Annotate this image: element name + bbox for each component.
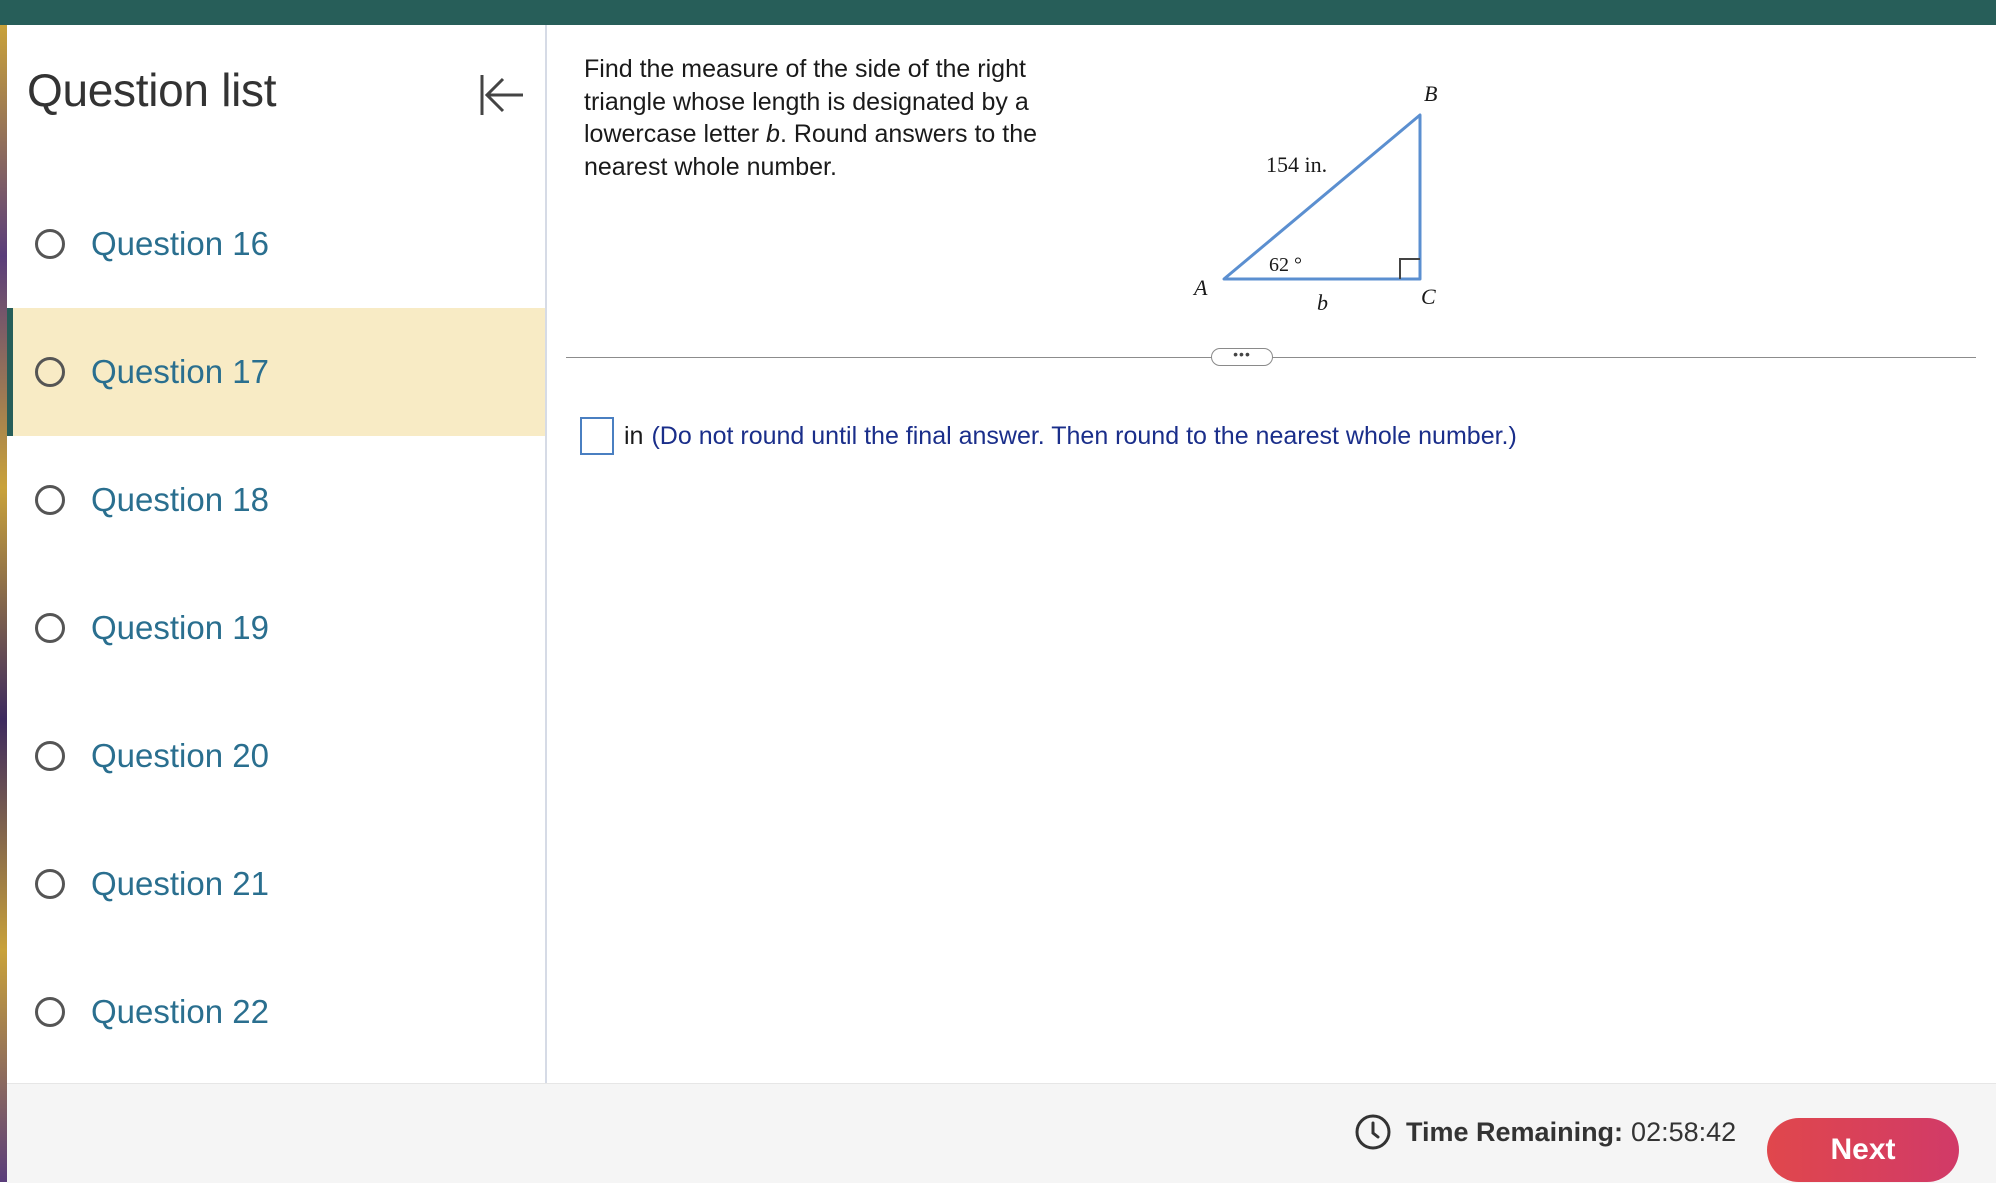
- answer-input[interactable]: [580, 417, 614, 455]
- question-item-label: Question 21: [91, 865, 269, 902]
- hypotenuse-label: 154 in.: [1266, 152, 1328, 177]
- answer-row: [580, 417, 1517, 455]
- prompt-text-before: Find the measure of the side of the right triangle whose length is designated by a lowercase letter: [584, 55, 1029, 148]
- question-panel: [547, 25, 1996, 1083]
- background-edge: [0, 25, 7, 1182]
- question-item-label: Question 17: [91, 353, 269, 390]
- radio-empty-icon: [35, 229, 65, 259]
- question-item-label: Question 19: [91, 609, 269, 646]
- next-button[interactable]: Next: [1767, 1118, 1959, 1182]
- prompt-text-after: . Round answers to the nearest whole number.: [584, 120, 1038, 181]
- triangle-figure: [1174, 50, 1594, 330]
- question-item-label: Question 18: [91, 481, 269, 518]
- radio-empty-icon: [35, 997, 65, 1027]
- question-item-22[interactable]: [7, 948, 545, 1076]
- question-item-16[interactable]: [7, 180, 545, 308]
- radio-empty-icon: [35, 613, 65, 643]
- question-list-sidebar: [7, 25, 547, 1083]
- side-b-label: b: [1317, 290, 1328, 315]
- top-bar: [0, 0, 1996, 25]
- timer-value: 02:58:42: [1631, 1116, 1737, 1147]
- timer-label: Time Remaining:: [1406, 1116, 1624, 1147]
- question-list: [7, 180, 545, 1076]
- collapse-left-icon: [473, 67, 529, 123]
- question-item-20[interactable]: [7, 692, 545, 820]
- question-prompt: [584, 53, 1104, 183]
- collapse-sidebar-button[interactable]: [473, 67, 529, 123]
- question-item-21[interactable]: [7, 820, 545, 948]
- right-angle-marker: [1400, 259, 1420, 279]
- angle-label: 62 °: [1269, 254, 1302, 276]
- prompt-variable: b: [766, 120, 780, 148]
- clock-icon: [1354, 1113, 1392, 1151]
- question-item-17[interactable]: [7, 308, 545, 436]
- more-options-button[interactable]: •••: [1211, 348, 1273, 366]
- radio-empty-icon: [35, 869, 65, 899]
- answer-unit: in: [624, 421, 644, 450]
- radio-empty-icon: [35, 357, 65, 387]
- question-item-label: Question 20: [91, 737, 269, 774]
- time-remaining: [1354, 1113, 1736, 1151]
- radio-empty-icon: [35, 741, 65, 771]
- vertex-b-label: B: [1424, 81, 1438, 106]
- question-item-19[interactable]: [7, 564, 545, 692]
- triangle-shape: [1224, 115, 1420, 279]
- radio-empty-icon: [35, 485, 65, 515]
- vertex-a-label: A: [1194, 275, 1208, 300]
- sidebar-title: Question list: [27, 64, 277, 116]
- question-item-18[interactable]: [7, 436, 545, 564]
- footer-bar: [7, 1083, 1996, 1183]
- question-item-label: Question 16: [91, 225, 269, 262]
- vertex-c-label: C: [1421, 284, 1436, 309]
- question-item-label: Question 22: [91, 993, 269, 1030]
- answer-instruction: (Do not round until the final answer. Then round to the nearest whole number.): [651, 421, 1517, 450]
